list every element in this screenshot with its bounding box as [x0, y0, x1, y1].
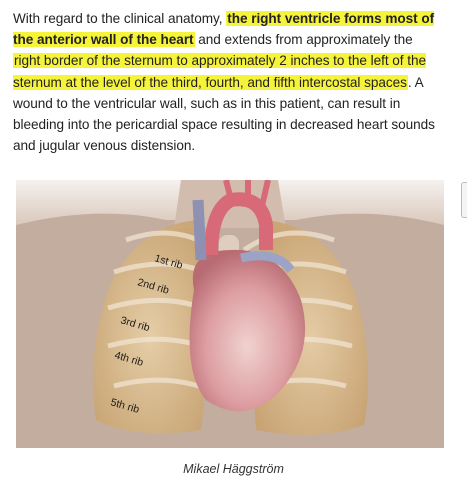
rib-label-2: 2nd rib	[136, 276, 171, 297]
side-scroll-tab[interactable]	[461, 182, 467, 218]
highlight-right-ventricle: the right ventricle forms most of the anterior wall of the heart	[13, 11, 435, 48]
rib-label-5: 5th rib	[109, 396, 141, 416]
connector-text: and extends from approximately the	[194, 32, 413, 48]
rib-label-3: 3rd rib	[119, 314, 152, 335]
heart-anatomy-illustration	[16, 180, 444, 448]
thorax-drawing	[16, 180, 444, 448]
vena-cava	[198, 200, 201, 260]
explanation-text: . A wound to the ventricular wall, such as in this patient, can result in bleeding into the pericardial space resulting in decreased heart sounds and jugular venous distension.	[13, 74, 435, 154]
rib-label-4: 4th rib	[113, 349, 145, 369]
intro-text: With regard to the clinical anatomy,	[13, 11, 227, 26]
article-paragraph	[13, 8, 443, 156]
rib-label-1: 1st rib	[153, 252, 184, 272]
highlight-sternum-border: right border of the sternum to approximately 2 inches to the left of the sternum at the level of the third, fourth, and fifth intercostal spaces	[13, 53, 426, 90]
image-credit: Mikael Häggström	[183, 462, 284, 476]
